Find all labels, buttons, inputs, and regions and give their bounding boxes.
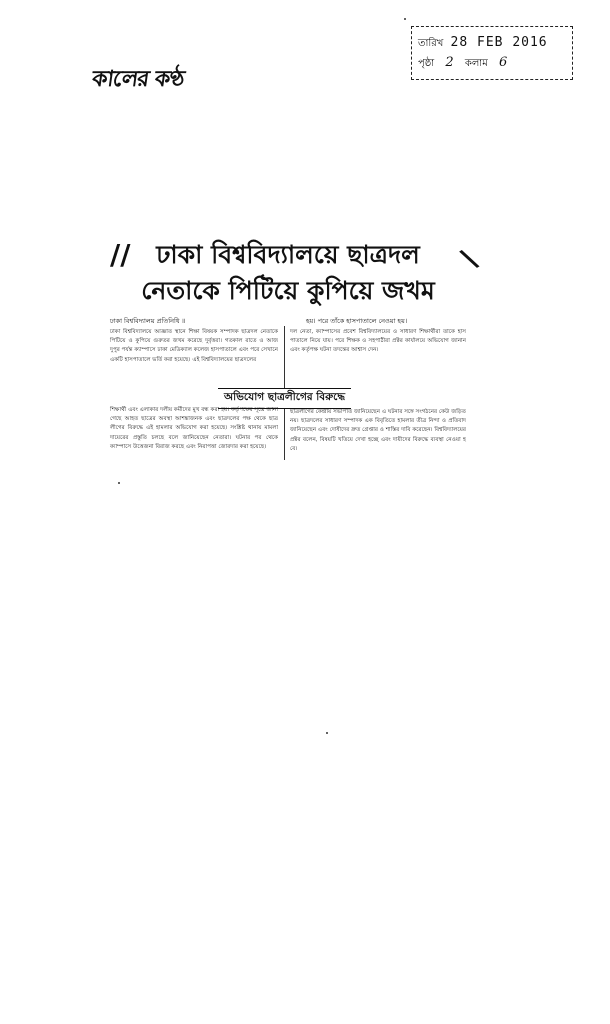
scan-speck — [404, 18, 406, 20]
scan-speck — [118, 482, 120, 484]
article-column-left-bottom: শিক্ষার্থী এবং এলাকার দলীয় কর্মীদের মুখ বন্ধ করা হয়। কর্তৃপক্ষের সূত্রে জানা গেছে আহত ছাত্রের অবস্থা আশঙ্কাজনক এবং ছাত্রদলের পক্ষ থেকে ছাত্রলীগের বিরুদ্ধে এই হামলার অভিযোগ করা হয়েছে। সংশ্লিষ্ট থানায় মামলা দায়েরের প্রস্তুতি চলছে বলে জানিয়েছেন নেতারা। ঘটনার পর থেকে ক্যাম্পাসে উত্তেজনা বিরাজ করছে এবং নিরাপত্তা জোরদার করা হয়েছে। — [110, 407, 278, 450]
headline-line-1: ঢাকা বিশ্ববিদ্যালয়ে ছাত্রদল — [156, 240, 420, 269]
article-column-left-top: ঢাকা বিশ্ববিদ্যালয়ে আজ্ঞাত স্থানে শিক্ষা বিষয়ক সম্পাদক ছাত্রদল নেতাকে পিটিয়ে ও কুপিয়ে গুরুতর জখম করেছে দুর্বৃত্তরা। গতকাল রাতে ও আজ দুপুর পর্যন্ত ক্যাম্পাসে ঢাকা মেডিক্যাল কলেজ হাসপাতালে এবং পরে সেখানে একটি হাসপাতালে ভর্তি করা হয়েছে। এই বিশ্ববিদ্যালয়ের ছাত্রদলের — [110, 329, 278, 363]
news-clipping — [110, 236, 482, 476]
headline-slash-mark-right: \ — [456, 241, 482, 276]
headline-slash-mark: // — [110, 238, 131, 271]
article-column-right-bottom: ছাত্রলীগের কেন্দ্রীয় সভাপতি জানিয়েছেন এ ঘটনার সঙ্গে সংগঠনের কেউ জড়িত নয়। ছাত্রদলের সাধারণ সম্পাদক এক বিবৃতিতে হামলার তীব্র নিন্দা ও প্রতিবাদ জানিয়েছেন এবং দোষীদের দ্রুত গ্রেপ্তার ও শাস্তির দাবি করেছেন। বিশ্ববিদ্যালয়ের প্রক্টর বলেন, বিষয়টি খতিয়ে দেখা হচ্ছে এবং দায়ীদের বিরুদ্ধে ব্যবস্থা নেওয়া হবে। — [290, 409, 466, 452]
article-column-right-top: দল নেতা, ক্যাম্পাসের প্রবেশ বিশ্ববিদ্যালয়ের ও সাধারণ শিক্ষার্থীরা তাকে হাসপাতালে নিয়ে যায়। পরে শিক্ষক ও সহপাঠীরা প্রক্টর কার্যালয়ে অভিযোগ জানান এবং কর্তৃপক্ষ ঘটনা তদন্তের আশ্বাস দেন। — [290, 329, 466, 354]
article-subhead: অভিযোগ ছাত্রলীগের বিরুদ্ধে — [218, 388, 351, 409]
headline-line-2: নেতাকে পিটিয়ে কুপিয়ে জখম — [141, 276, 435, 305]
byline-right: হয়। পরে তাঁকে হাসপাতালে নেওয়া হয়। — [306, 317, 408, 325]
masthead-logo: কালের কণ্ঠ — [90, 66, 186, 92]
stamp-date-value: 28 FEB 2016 — [450, 35, 548, 50]
stamp-column-value: 6 — [498, 55, 508, 70]
stamp-date-label: তারিখ — [418, 38, 444, 49]
stamp-column-label: কলাম — [464, 58, 488, 69]
stamp-page-value: 2 — [445, 55, 454, 70]
stamp-page-label: পৃষ্ঠা — [418, 58, 435, 69]
scan-speck — [326, 732, 328, 734]
date-stamp — [411, 26, 573, 80]
byline-left: ঢাকা বিশ্ববিদ্যালয় প্রতিনিধি ॥ — [110, 317, 186, 325]
